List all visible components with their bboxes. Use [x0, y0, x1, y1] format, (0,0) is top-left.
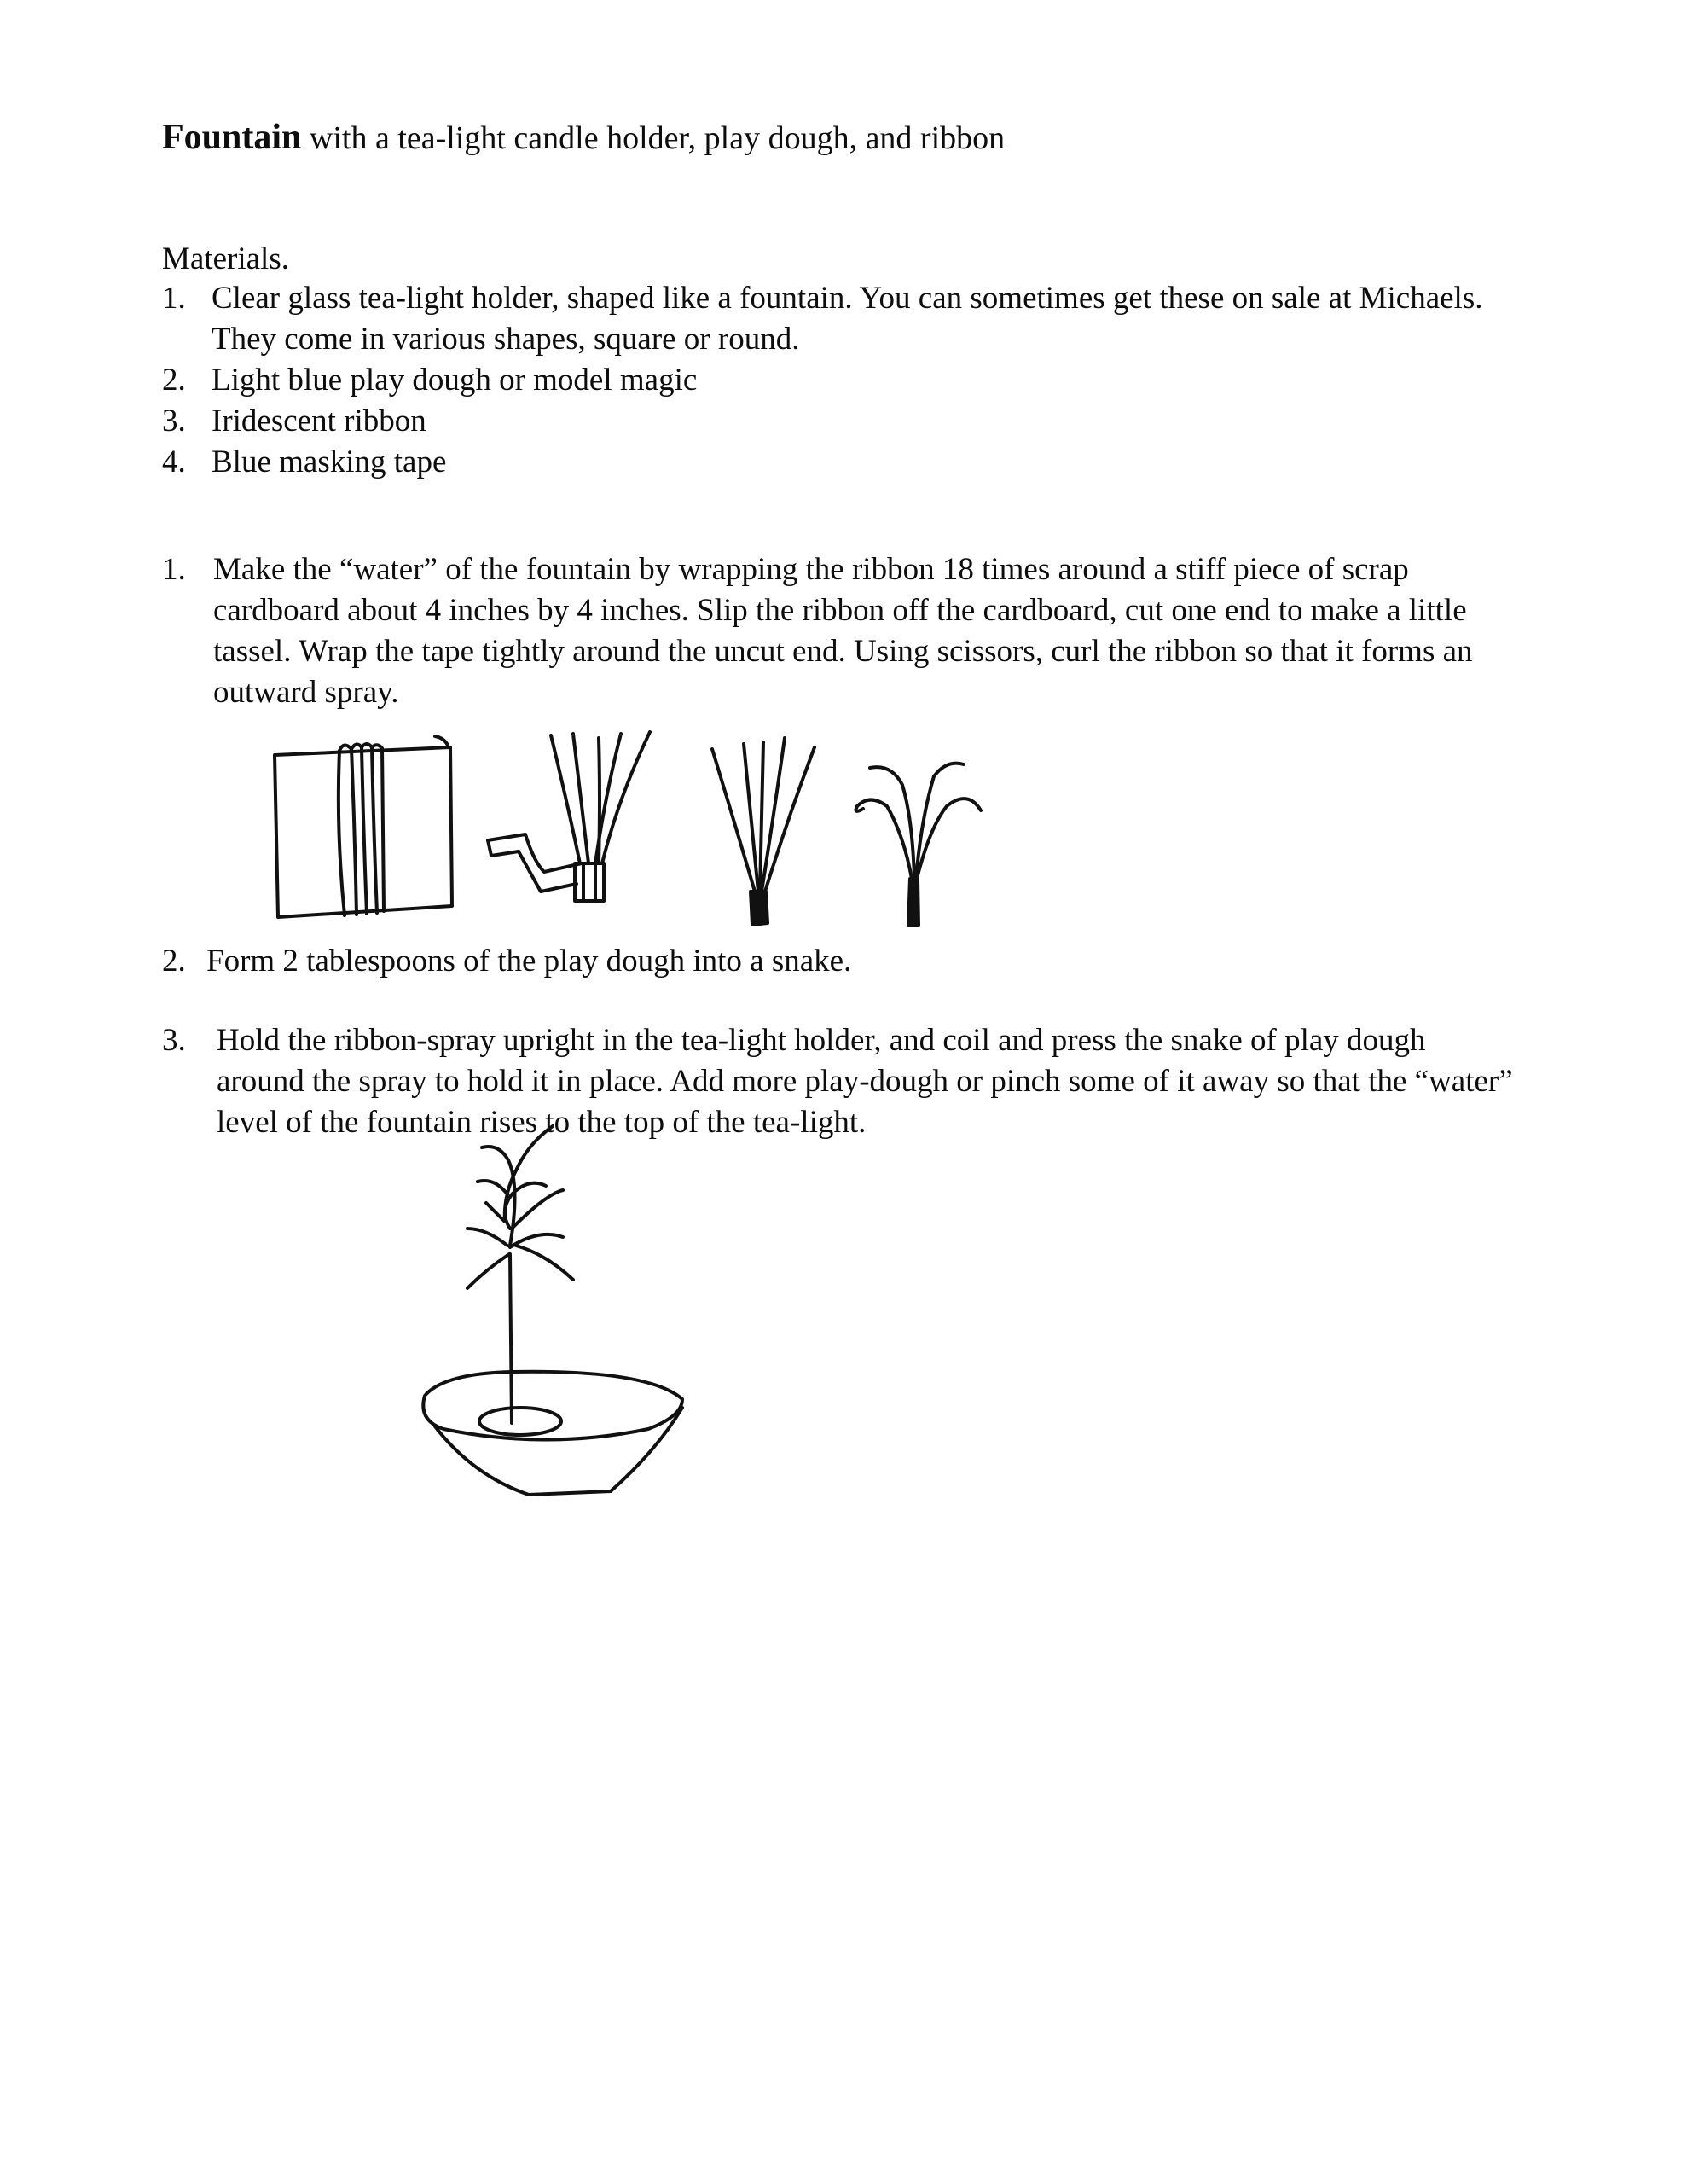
- tassel-spray-sketch: [712, 738, 815, 925]
- list-number: 3.: [162, 404, 186, 439]
- list-text: Iridescent ribbon: [212, 404, 426, 439]
- list-number: 1.: [162, 281, 186, 316]
- list-number: 2.: [162, 944, 186, 979]
- list-text: Light blue play dough or model magic: [212, 363, 698, 398]
- materials-heading: Materials.: [162, 241, 289, 276]
- list-text: Hold the ribbon-spray upright in the tea-light holder, and coil and press the snake of play dough around the spray to hold it in place. Add more play-dough or pinch some of it away so that the “water” level of the fountain rises to the top of the tea-light.: [217, 1023, 1513, 1140]
- list-text: Blue masking tape: [212, 444, 447, 479]
- list-number: 2.: [162, 363, 186, 398]
- title-subtitle: with a tea-light candle holder, play dough, and ribbon: [301, 120, 1006, 156]
- list-text: Make the “water” of the fountain by wrapping the ribbon 18 times around a stiff piece of scrap cardboard about 4 inches by 4 inches. Slip the ribbon off the cardboard, cut one end to make a little tassel. Wrap the tape tightly around the uncut end. Using scissors, curl the ribbon so that it forms an outward spray.: [213, 552, 1473, 710]
- list-text: Clear glass tea-light holder, shaped like a fountain. You can sometimes get these on sale at Michaels. They come in various shapes, square or round.: [212, 281, 1483, 357]
- list-number: 3.: [162, 1023, 186, 1058]
- cardboard-wrap-sketch: [275, 736, 452, 917]
- list-text: Form 2 tablespoons of the play dough into a snake.: [206, 944, 852, 979]
- title-bold: Fountain: [162, 118, 302, 157]
- ribbon-tassel-sketch: [488, 732, 650, 901]
- list-number: 1.: [162, 552, 186, 587]
- fountain-bowl-sketch: [423, 1126, 682, 1495]
- curled-spray-sketch: [856, 764, 981, 926]
- list-number: 4.: [162, 444, 186, 479]
